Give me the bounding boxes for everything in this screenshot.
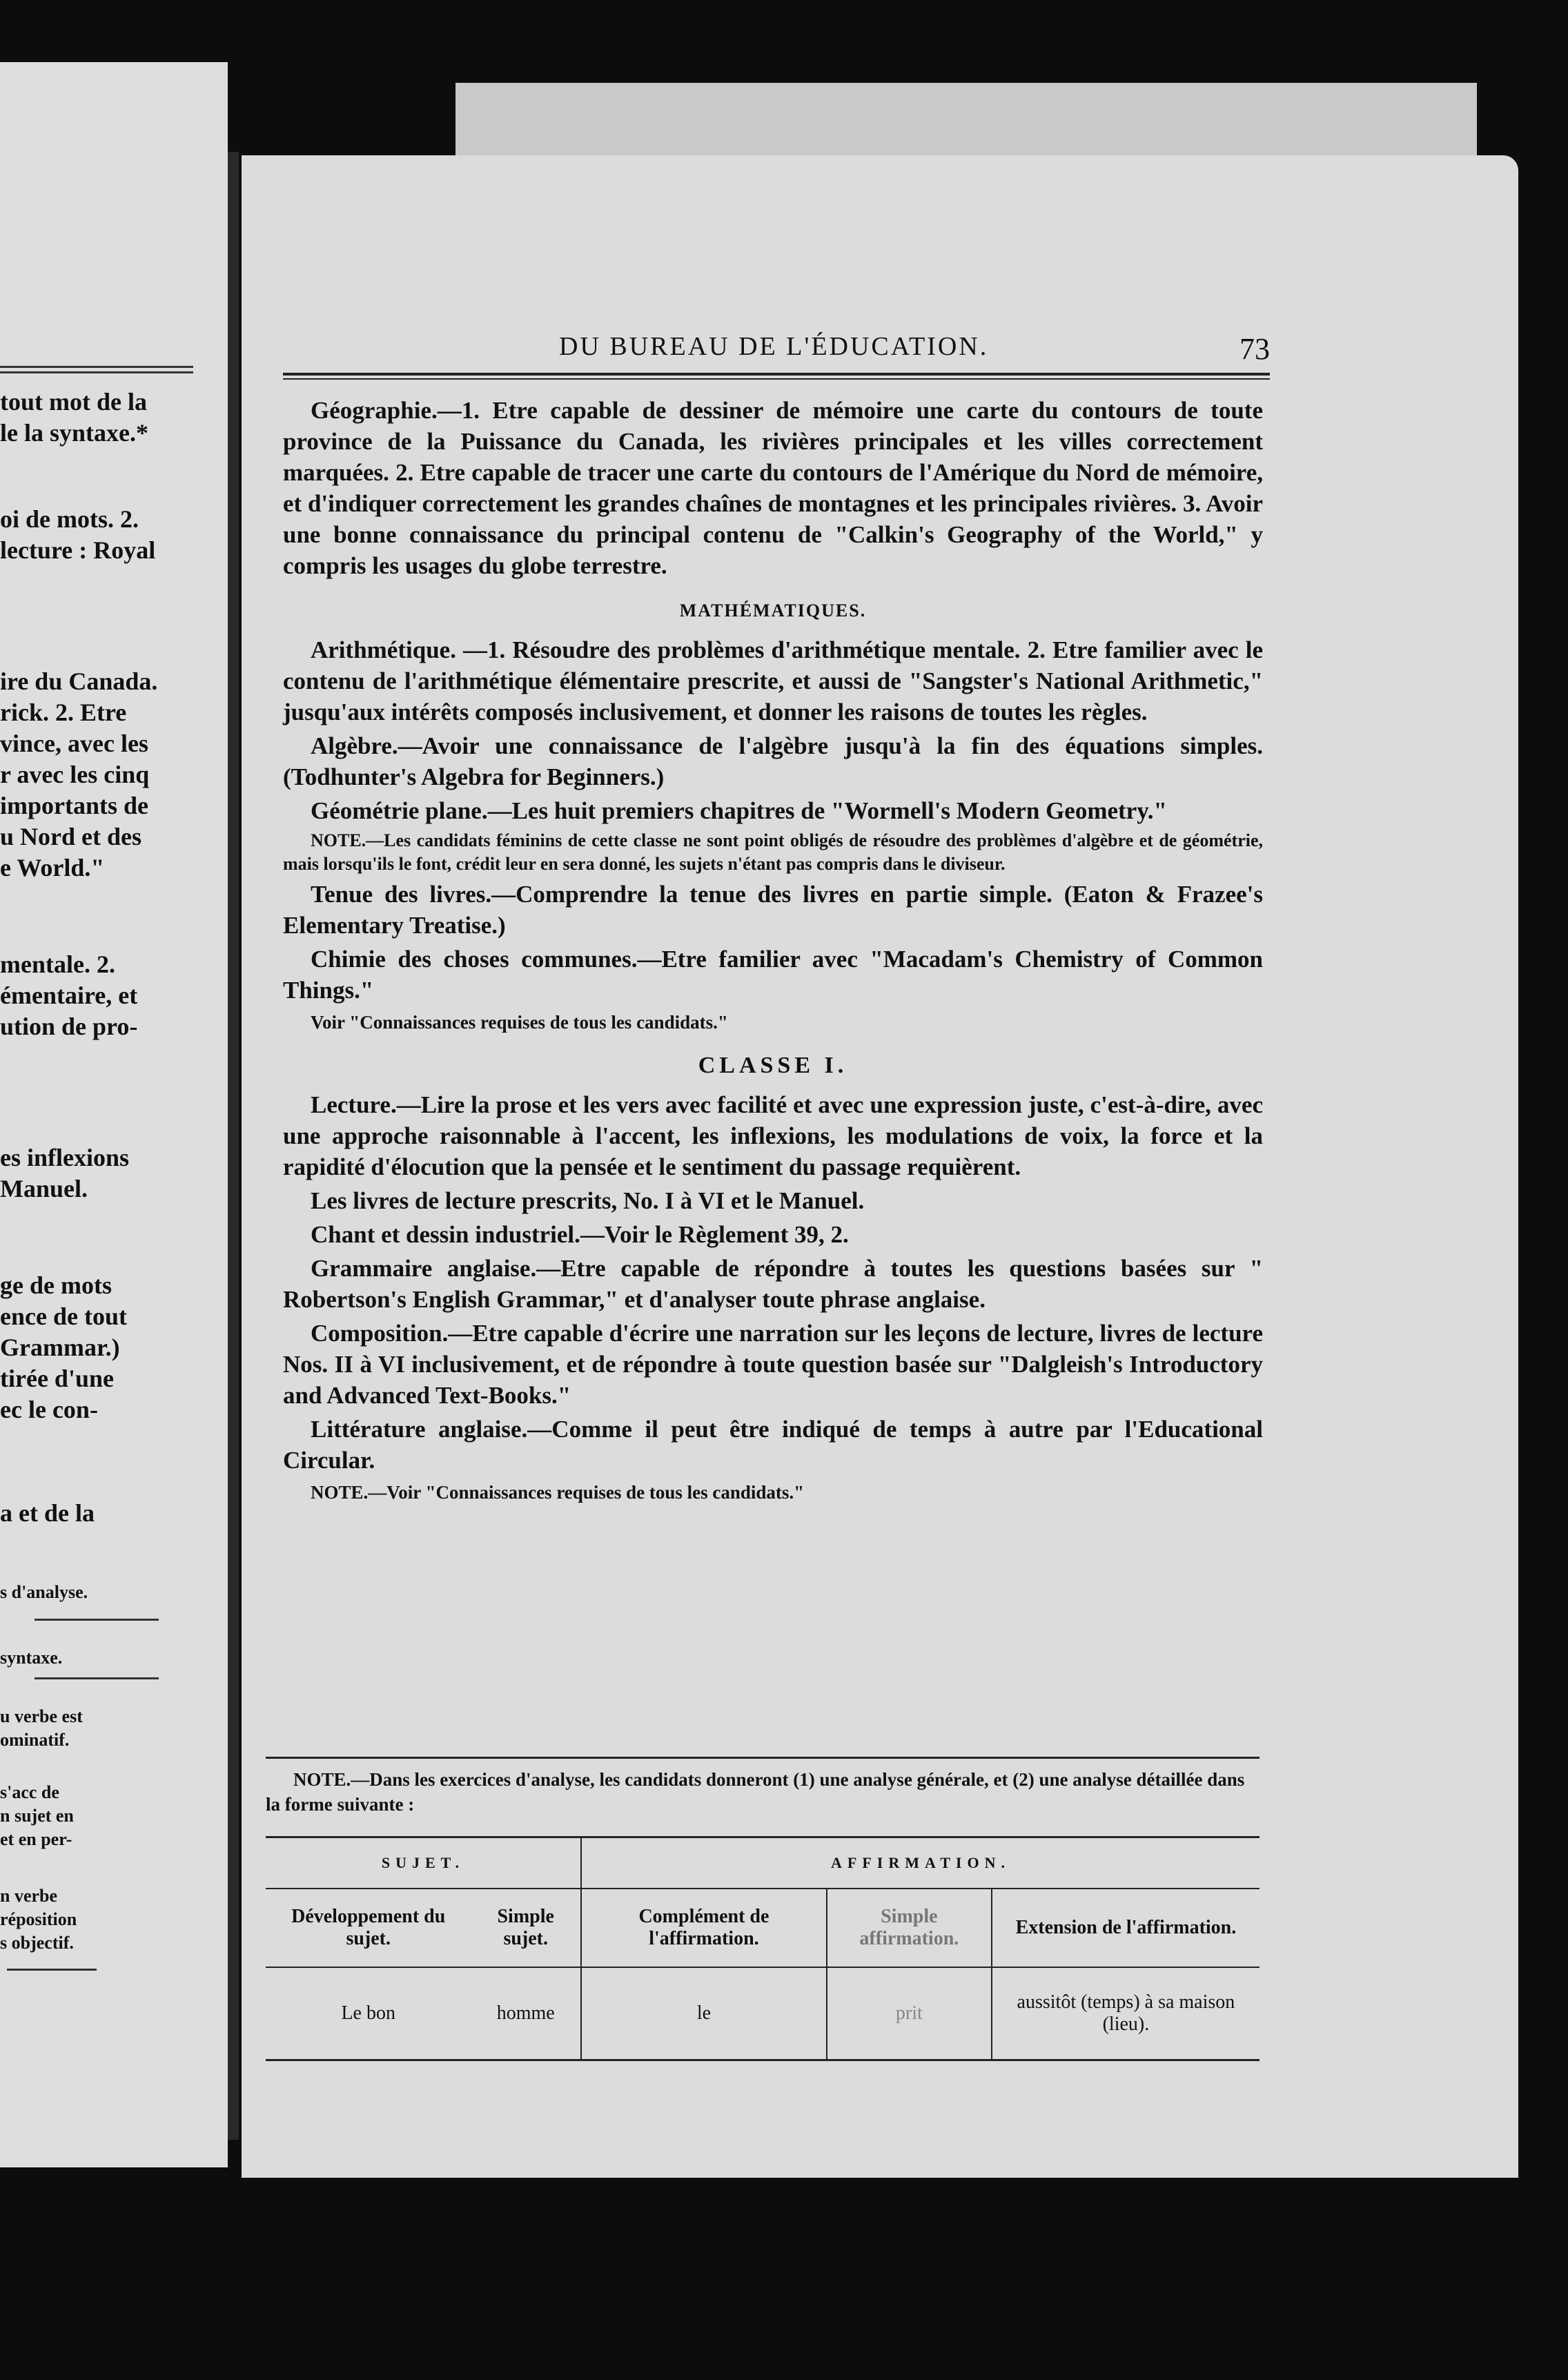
left-text-line: ominatif.	[0, 1730, 70, 1750]
left-text-line: Grammar.)	[0, 1334, 120, 1361]
table-column-header: Extension de l'affirmation.	[992, 1889, 1260, 1967]
left-text-line: vince, avec les	[0, 730, 148, 757]
left-text-line: r avec les cinq	[0, 761, 150, 788]
table-cell: le	[581, 1967, 827, 2060]
paragraph-grammaire: Grammaire anglaise.—Etre capable de répondre à toutes les questions basées sur " Robertson's English Grammar," et d'analyser toute phrase anglaise.	[283, 1255, 1263, 1313]
paragraph-algebre: Algèbre.—Avoir une connaissance de l'algèbre jusqu'à la fin des équations simples. (Todhunter's Algebra for Beginners.)	[283, 732, 1263, 790]
left-text-line: s d'analyse.	[0, 1582, 88, 1602]
left-text-line: ire du Canada.	[0, 667, 158, 695]
paragraph-tenue: Tenue des livres.—Comprendre la tenue des livres en partie simple. (Eaton & Frazee's Elementary Treatise.)	[283, 881, 1263, 939]
paragraph-composition: Composition.—Etre capable d'écrire une narration sur les leçons de lecture, livres de lecture Nos. II à VI inclusivement, et de répondre à toute question basée sur "Dalgleish's Introductory and Advanced Text-Books."	[283, 1320, 1263, 1409]
left-text-line: ge de mots	[0, 1271, 112, 1299]
book-spine	[228, 152, 239, 2140]
left-text-line: ence de tout	[0, 1303, 127, 1330]
table-row	[266, 1967, 1260, 2060]
left-text-line: émentaire, et	[0, 982, 138, 1009]
table-column-header: Simple affirmation.	[827, 1889, 992, 1967]
section-heading: MATHÉMATIQUES.	[679, 601, 867, 621]
left-text-line: mentale. 2.	[0, 950, 115, 978]
left-text-line: n verbe	[0, 1886, 58, 1906]
note-text: NOTE.—Les candidats féminins de cette classe ne sont point obligés de résoudre des problèmes d'algèbre et de géométrie, mais lorsqu'ils le font, crédit leur en sera donné, les sujets n'étant pas compris dans le diviseur.	[283, 830, 1263, 874]
note-text: NOTE.—Dans les exercices d'analyse, les candidats donneront (1) une analyse générale, et (2) une analyse détaillée dans la forme suivante :	[266, 1769, 1245, 1815]
analysis-table	[266, 1836, 1260, 2061]
left-text-line: es inflexions	[0, 1144, 130, 1171]
paragraph-lecture: Lecture.—Lire la prose et les vers avec facilité et avec une expression juste, c'est-à-dire, avec une approche raisonnable à l'accent, les inflexions, les modulations de voix, la force et la rapidité d'élocution que la pensée et le sentiment du passage requièrent.	[283, 1091, 1263, 1180]
left-text-line: tirée d'une	[0, 1365, 114, 1392]
header-rule	[283, 373, 1270, 375]
divider	[0, 371, 193, 373]
left-text-line: a et de la	[0, 1499, 95, 1527]
left-text-line: et en per-	[0, 1829, 72, 1849]
table-column-header: Complément de l'affirmation.	[581, 1889, 827, 1967]
table-column-header: Simple sujet.	[471, 1889, 581, 1967]
left-text-line: réposition	[0, 1909, 77, 1929]
divider	[0, 366, 193, 368]
paragraph-voir: Voir "Connaissances requises de tous les candidats."	[311, 1012, 728, 1033]
paragraph-arithmetique: Arithmétique. —1. Résoudre des problèmes d'arithmétique mentale. 2. Etre familier avec le contenu de l'arithmétique élémentaire prescrite, et aussi de "Sangster's National Arithmetic," jusqu'aux intérêts composés inclusivement, et donner les raisons de toutes les règles.	[283, 636, 1263, 725]
left-text-line: s objectif.	[0, 1933, 74, 1953]
paragraph-chimie: Chimie des choses communes.—Etre familier avec "Macadam's Chemistry of Common Things."	[283, 946, 1263, 1004]
table-group-header: SUJET.	[266, 1837, 581, 1889]
left-text-line: rick. 2. Etre	[0, 699, 127, 726]
section-heading: CLASSE I.	[698, 1053, 848, 1078]
table-cell: aussitôt (temps) à sa maison (lieu).	[992, 1967, 1260, 2060]
table-cell: Le bon	[341, 2002, 395, 2024]
left-text-line: lecture : Royal	[0, 536, 156, 564]
divider	[266, 1757, 1260, 1759]
left-text-line: tout mot de la	[0, 388, 147, 416]
divider	[35, 1619, 159, 1621]
left-text-line: n sujet en	[0, 1806, 74, 1826]
paragraph-litterature: Littérature anglaise.—Comme il peut être indiqué de temps à autre par l'Educational Circular.	[283, 1416, 1263, 1474]
left-text-line: oi de mots. 2.	[0, 505, 139, 533]
page-number: 73	[1239, 332, 1270, 366]
table-cell: homme	[496, 2002, 555, 2024]
left-text-line: le la syntaxe.*	[0, 419, 148, 447]
left-facing-page	[0, 62, 228, 2167]
left-text-line: Manuel.	[0, 1175, 88, 1202]
divider	[7, 1969, 97, 1971]
left-text-line: importants de	[0, 792, 148, 819]
paragraph-livres: Les livres de lecture prescrits, No. I à VI et le Manuel.	[311, 1187, 865, 1214]
left-text-line: ution de pro-	[0, 1013, 138, 1040]
analysis-note	[266, 1767, 1260, 1817]
left-text-line: ec le con-	[0, 1396, 98, 1423]
note-text: NOTE.—Voir "Connaissances requises de tous les candidats."	[311, 1482, 805, 1503]
table-column-header: Développement du sujet.	[266, 1889, 471, 1967]
paragraph-geographie: Géographie.—1. Etre capable de dessiner de mémoire une carte du contours de toute province de la Puissance du Canada, les rivières principales et les villes correctement marquées. 2. Etre capable de tracer une carte du contours de l'Amérique du Nord de mémoire, et d'indiquer correctement les grandes chaînes de montagnes et les principales rivières. 3. Avoir une bonne connaissance du principal contenu de "Calkin's Geography of the World," y compris les usages du globe terrestre.	[283, 397, 1263, 579]
header-rule	[283, 378, 1270, 380]
paragraph-geometrie: Géométrie plane.—Les huit premiers chapitres de "Wormell's Modern Geometry."	[311, 797, 1167, 824]
left-text-line: u verbe est	[0, 1706, 83, 1726]
left-text-line: e World."	[0, 854, 105, 881]
page-header-title: DU BUREAU DE L'ÉDUCATION.	[559, 332, 989, 361]
divider	[35, 1677, 159, 1679]
table-cell: prit	[827, 1967, 992, 2060]
table-group-header: AFFIRMATION.	[581, 1837, 1260, 1889]
left-text-line: syntaxe.	[0, 1648, 63, 1668]
page-body	[283, 395, 1263, 1509]
left-text-line: u Nord et des	[0, 823, 141, 850]
left-text-line: s'acc de	[0, 1782, 59, 1802]
paragraph-chant: Chant et dessin industriel.—Voir le Règlement 39, 2.	[311, 1221, 849, 1248]
